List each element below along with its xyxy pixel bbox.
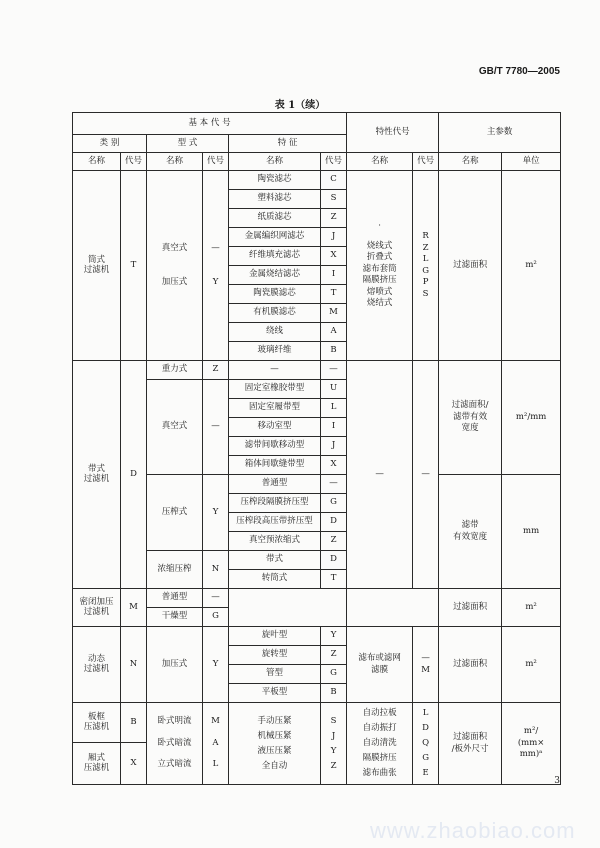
standard-number: GB/T 7780—2005 xyxy=(478,66,560,77)
feature-name: 普通型 xyxy=(229,475,321,494)
feature-code: — xyxy=(321,475,347,494)
feature-name: 金属烧结滤芯 xyxy=(229,266,321,285)
feature-name: 玻璃纤维 xyxy=(229,342,321,361)
feature-code: C xyxy=(321,171,347,190)
drum-unit: m² xyxy=(502,171,561,361)
drum-type-codes: — Y xyxy=(203,171,229,361)
category-dynamic-filter: 动态 过滤机 xyxy=(73,627,121,703)
feature-name: 转筒式 xyxy=(229,570,321,589)
belt-main-param-2: 滤带 有效宽度 xyxy=(439,475,502,589)
type-name: 普通型 xyxy=(147,589,203,608)
category-drum-code: T xyxy=(121,171,147,361)
header-name: 名称 xyxy=(229,153,321,171)
sealed-feature-empty xyxy=(229,589,347,627)
feature-name: 旋转型 xyxy=(229,646,321,665)
feature-name: 固定室履带型 xyxy=(229,399,321,418)
type-code: — xyxy=(203,589,229,608)
plate-property-codes: L D Q G E xyxy=(413,703,439,785)
feature-code: A xyxy=(321,323,347,342)
feature-name: 滤带间歇移动型 xyxy=(229,437,321,456)
header-name: 名称 xyxy=(347,153,413,171)
feature-code: Z xyxy=(321,532,347,551)
sealed-property-empty xyxy=(347,589,439,627)
watermark-text: www.zhaobiao.com xyxy=(370,818,576,842)
header-code: 代号 xyxy=(203,153,229,171)
table-title: 表 1（续） xyxy=(274,100,326,111)
feature-code: Z xyxy=(321,646,347,665)
type-code: Y xyxy=(203,627,229,703)
plate-feature-codes: S J Y Z xyxy=(321,703,347,785)
feature-name: 压榨段隔膜挤压型 xyxy=(229,494,321,513)
drum-property-codes: R Z L G P S xyxy=(413,171,439,361)
feature-name: — xyxy=(229,361,321,380)
feature-code: I xyxy=(321,266,347,285)
feature-name: 陶瓷膜滤芯 xyxy=(229,285,321,304)
type-name: 真空式 xyxy=(147,380,203,475)
page-number: 3 xyxy=(554,776,560,786)
drum-types: 真空式 加压式 xyxy=(147,171,203,361)
feature-code: D xyxy=(321,513,347,532)
header-basic-code: 基 本 代 号 xyxy=(73,113,347,135)
feature-code: L xyxy=(321,399,347,418)
type-name: 重力式 xyxy=(147,361,203,380)
feature-code: B xyxy=(321,684,347,703)
type-code: Z xyxy=(203,361,229,380)
category-chamber-code: X xyxy=(121,743,147,785)
feature-code: S xyxy=(321,190,347,209)
type-name: 干燥型 xyxy=(147,608,203,627)
dynamic-unit: m² xyxy=(502,627,561,703)
plate-unit: m²/ (mm× mm)ᵃ xyxy=(502,703,561,785)
header-main-param: 主参数 xyxy=(439,113,561,153)
belt-unit-1: m²/mm xyxy=(502,361,561,475)
feature-name: 移动室型 xyxy=(229,418,321,437)
feature-name: 真空预浓缩式 xyxy=(229,532,321,551)
feature-code: I xyxy=(321,418,347,437)
header-name: 名称 xyxy=(439,153,502,171)
belt-property-code: — xyxy=(413,361,439,589)
type-name: 浓缩压榨 xyxy=(147,551,203,589)
type-code: Y xyxy=(203,475,229,551)
drum-property-names: · 烧线式 折叠式 滤布套筒 隔膜挤压 熔喷式 烧结式 xyxy=(347,171,413,361)
header-type: 型 式 xyxy=(147,135,229,153)
feature-name: 旋叶型 xyxy=(229,627,321,646)
dynamic-property-name: 滤布或滤网 滤膜 xyxy=(347,627,413,703)
type-code: G xyxy=(203,608,229,627)
header-name: 名称 xyxy=(147,153,203,171)
feature-name: 有机膜滤芯 xyxy=(229,304,321,323)
category-dynamic-code: N xyxy=(121,627,147,703)
feature-code: Y xyxy=(321,627,347,646)
category-drum-filter: 筒式 过滤机 xyxy=(73,171,121,361)
category-plate-frame-press: 板框 压滤机 xyxy=(73,703,121,743)
feature-name: 陶瓷滤芯 xyxy=(229,171,321,190)
plate-features: 手动压紧 机械压紧 液压压紧 全自动 xyxy=(229,703,321,785)
type-name: 压榨式 xyxy=(147,475,203,551)
header-code: 代号 xyxy=(121,153,147,171)
feature-code: X xyxy=(321,456,347,475)
category-belt-filter: 带式 过滤机 xyxy=(73,361,121,589)
feature-code: — xyxy=(321,361,347,380)
feature-name: 金属编织网滤芯 xyxy=(229,228,321,247)
category-sealed-code: M xyxy=(121,589,147,627)
header-feature: 特 征 xyxy=(229,135,347,153)
feature-name: 箱体间歇缝带型 xyxy=(229,456,321,475)
feature-name: 管型 xyxy=(229,665,321,684)
sealed-main-param: 过滤面积 xyxy=(439,589,502,627)
feature-code: Z xyxy=(321,209,347,228)
header-code: 代号 xyxy=(321,153,347,171)
feature-name: 固定室橡胶带型 xyxy=(229,380,321,399)
feature-code: J xyxy=(321,228,347,247)
feature-code: M xyxy=(321,304,347,323)
feature-name: 纤维填充滤芯 xyxy=(229,247,321,266)
category-chamber-press: 厢式 压滤机 xyxy=(73,743,121,785)
category-sealed-filter: 密闭加压 过滤机 xyxy=(73,589,121,627)
belt-main-param-1: 过滤面积/ 滤带有效 宽度 xyxy=(439,361,502,475)
header-category: 类 别 xyxy=(73,135,147,153)
feature-name: 纸质滤芯 xyxy=(229,209,321,228)
feature-code: G xyxy=(321,494,347,513)
feature-code: J xyxy=(321,437,347,456)
feature-code: X xyxy=(321,247,347,266)
plate-type-codes: M A L xyxy=(203,703,229,785)
feature-name: 平板型 xyxy=(229,684,321,703)
belt-unit-2: mm xyxy=(502,475,561,589)
category-plate-code: B xyxy=(121,703,147,743)
feature-code: G xyxy=(321,665,347,684)
feature-code: T xyxy=(321,570,347,589)
plate-main-param: 过滤面积 /板外尺寸 xyxy=(439,703,502,785)
feature-code: T xyxy=(321,285,347,304)
type-code: — xyxy=(203,380,229,475)
type-code: N xyxy=(203,551,229,589)
sealed-unit: m² xyxy=(502,589,561,627)
type-name: 加压式 xyxy=(147,627,203,703)
drum-main-param: 过滤面积 xyxy=(439,171,502,361)
plate-types: 卧式明流 卧式暗流 立式暗流 xyxy=(147,703,203,785)
feature-name: 塑料滤芯 xyxy=(229,190,321,209)
feature-name: 压榨段高压带挤压型 xyxy=(229,513,321,532)
dynamic-main-param: 过滤面积 xyxy=(439,627,502,703)
header-unit: 单位 xyxy=(502,153,561,171)
category-belt-code: D xyxy=(121,361,147,589)
plate-property-names: 自动拉板 自动振打 自动清洗 隔膜挤压 滤布曲张 xyxy=(347,703,413,785)
header-property-code: 特性代号 xyxy=(347,113,439,153)
header-code: 代号 xyxy=(413,153,439,171)
classification-table xyxy=(72,112,561,785)
feature-code: D xyxy=(321,551,347,570)
feature-name: 绕线 xyxy=(229,323,321,342)
feature-code: U xyxy=(321,380,347,399)
dynamic-property-code: — M xyxy=(413,627,439,703)
belt-property-name: — xyxy=(347,361,413,589)
feature-code: B xyxy=(321,342,347,361)
feature-name: 带式 xyxy=(229,551,321,570)
header-name: 名称 xyxy=(73,153,121,171)
